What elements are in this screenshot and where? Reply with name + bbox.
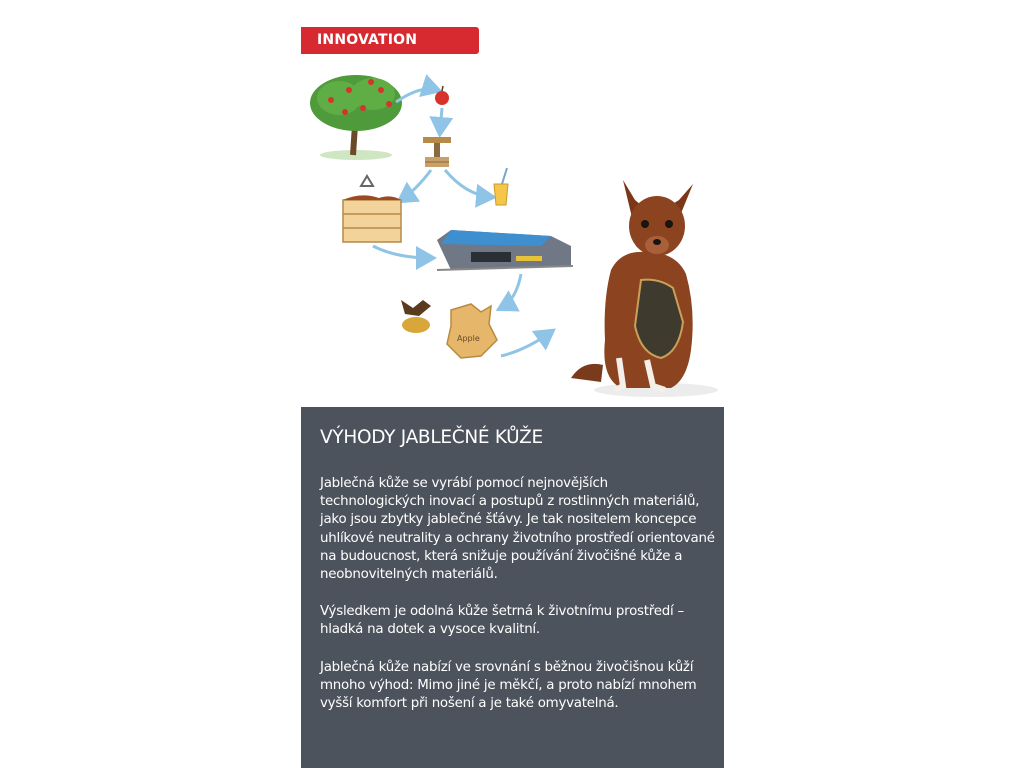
apple-tree-icon (310, 75, 402, 160)
innovation-badge (301, 27, 479, 54)
leather-pieces-icon (401, 300, 431, 333)
recycle-icon (361, 176, 373, 186)
leather-hide-icon (447, 304, 497, 358)
benefits-panel (301, 407, 724, 768)
apple-leather-illustration (301, 60, 724, 408)
benefits-paragraph: Jablečná kůže se vyrábí pomocí nejnovějších technologických inovací a postupů z rostlinných materiálů, jako jsou zbytky jablečné šťávy. Je tak nositelem koncepce uhlíkové neutrality a ochrany životního prostředí orientované na budoucnost, která snižuje používání živočišné kůže a neobnovitelných materiálů. (320, 476, 715, 583)
innovation-badge-label: INNOVATION (317, 32, 418, 48)
leather-stamp-text: Apple (457, 334, 480, 343)
benefits-paragraph: Jablečná kůže nabízí ve srovnání s běžnou živočišnou kůží mnoho výhod: Mimo jiné je měkčí, a proto nabízí mnohem vyšší komfort při nošení a je také omyvatelná. (320, 659, 697, 712)
dog-photo (571, 180, 718, 397)
benefits-title: VÝHODY JABLEČNÉ KŮŽE (320, 427, 543, 448)
factory-icon (437, 230, 573, 270)
benefits-body (320, 475, 715, 732)
product-info-sheet (301, 0, 724, 768)
press-icon (423, 137, 451, 167)
juice-glass-icon (494, 168, 508, 205)
benefits-paragraph: Výsledkem je odolná kůže šetrná k životnímu prostředí – hladká na dotek a vysoce kvalitní. (320, 604, 684, 638)
crate-icon (343, 195, 401, 242)
